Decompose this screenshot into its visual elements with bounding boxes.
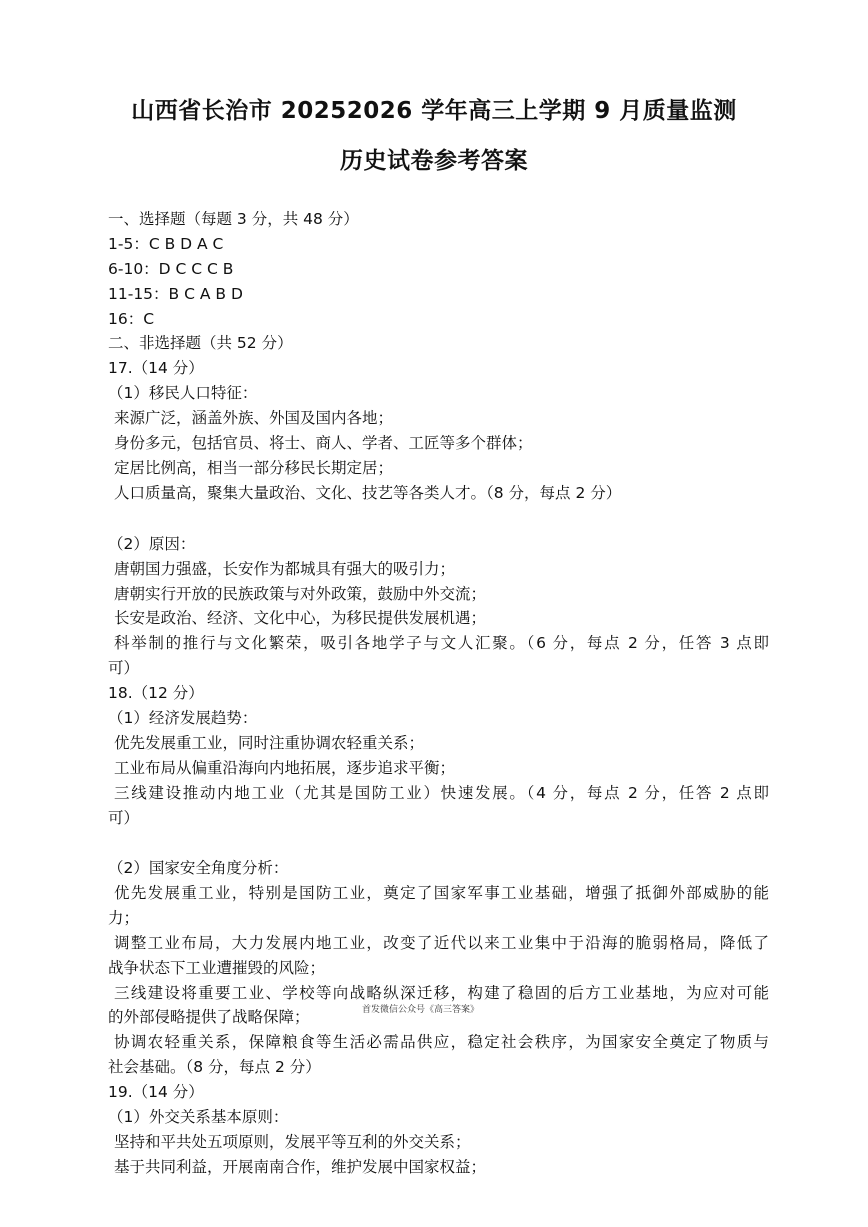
answer-line: 三线建设推动内地工业（尤其是国防工业）快速发展。（4 分，每点 2 分，任答 2 点即	[114, 784, 769, 802]
answer-line: 科举制的推行与文化繁荣，吸引各地学子与文人汇聚。（6 分，每点 2 分，任答 3 点即	[114, 634, 769, 652]
answer-line: 6-10：D C C C B	[108, 260, 234, 278]
answer-line: 唐朝国力强盛，长安作为都城具有强大的吸引力；	[114, 560, 456, 578]
answer-line: 优先发展重工业，同时注重协调农轻重关系；	[114, 734, 425, 752]
answer-line: 战争状态下工业遭摧毁的风险；	[108, 959, 326, 977]
answer-line: 长安是政治、经济、文化中心，为移民提供发展机遇；	[114, 609, 487, 627]
sub-question: （1）外交关系基本原则：	[108, 1108, 289, 1126]
section-heading: 二、非选择题（共 52 分）	[108, 334, 293, 352]
answer-line: 定居比例高，相当一部分移民长期定居；	[114, 459, 394, 477]
answer-line: 工业布局从偏重沿海向内地拓展，逐步追求平衡；	[114, 759, 456, 777]
answer-line: 人口质量高，聚集大量政治、文化、技艺等各类人才。（8 分，每点 2 分）	[114, 484, 622, 502]
answer-line: 身份多元，包括官员、将士、商人、学者、工匠等多个群体；	[114, 434, 533, 452]
answer-line: 协调农轻重关系，保障粮食等生活必需品供应，稳定社会秩序，为国家安全奠定了物质与	[114, 1033, 769, 1051]
question-number: 18.（12 分）	[108, 684, 204, 702]
document-subtitle: 历史试卷参考答案	[340, 148, 528, 174]
answer-line: 可）	[108, 809, 140, 827]
watermark-text: 首发微信公众号《高三答案》	[362, 1005, 480, 1015]
answer-line: 力；	[108, 909, 140, 927]
question-number: 19.（14 分）	[108, 1083, 204, 1101]
sub-question: （1）移民人口特征：	[108, 384, 258, 402]
sub-question: （2）原因：	[108, 535, 196, 553]
answer-line: 坚持和平共处五项原则，发展平等互利的外交关系；	[114, 1133, 471, 1151]
answer-line: 三线建设将重要工业、学校等向战略纵深迁移，构建了稳固的后方工业基地，为应对可能	[114, 984, 769, 1002]
sub-question: （2）国家安全角度分析：	[108, 859, 289, 877]
answer-line: 来源广泛，涵盖外族、外国及国内各地；	[114, 409, 394, 427]
answer-line: 基于共同利益，开展南南合作，维护发展中国家权益；	[114, 1158, 487, 1176]
answer-line: 1-5：C B D A C	[108, 235, 224, 253]
answer-line: 的外部侵略提供了战略保障；	[108, 1008, 310, 1026]
answer-line: 11-15：B C A B D	[108, 285, 243, 303]
answer-line: 社会基础。（8 分，每点 2 分）	[108, 1058, 321, 1076]
section-heading: 一、选择题（每题 3 分，共 48 分）	[108, 210, 359, 228]
document-title: 山西省长治市 20252026 学年高三上学期 9 月质量监测	[131, 98, 737, 124]
answer-line: 调整工业布局，大力发展内地工业，改变了近代以来工业集中于沿海的脆弱格局，降低了	[114, 934, 769, 952]
answer-line: 唐朝实行开放的民族政策与对外政策，鼓励中外交流；	[114, 585, 487, 603]
answer-line: 优先发展重工业，特别是国防工业，奠定了国家军事工业基础，增强了抵御外部威胁的能	[114, 884, 769, 902]
question-number: 17.（14 分）	[108, 359, 204, 377]
answer-line: 16：C	[108, 310, 155, 328]
sub-question: （1）经济发展趋势：	[108, 709, 258, 727]
answer-line: 可）	[108, 659, 140, 677]
